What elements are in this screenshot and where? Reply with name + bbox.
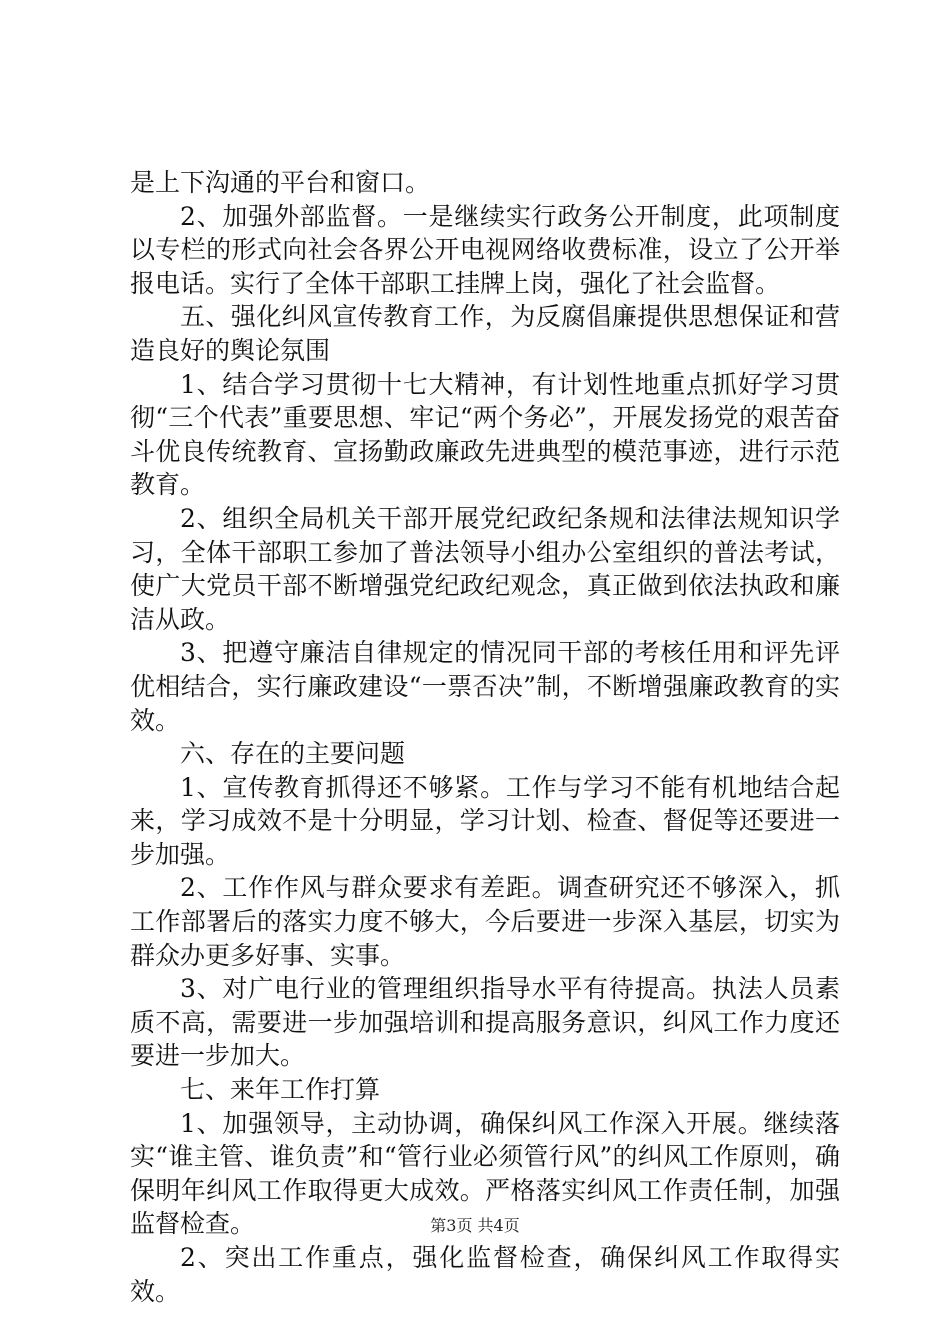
paragraph-one-vote-veto: 3、把遵守廉洁自律规定的情况同干部的考核任用和评先评优相结合，实行廉政建设“一票否决”制，不断增强廉政教育的实效。 (130, 638, 840, 735)
paragraph-discipline-learning: 2、组织全局机关干部开展党纪政纪条规和法律法规知识学习，全体干部职工参加了普法领导小组办公室组织的普法考试，使广大党员干部不断增强党纪政纪观念，真正做到依法执政和廉洁从政。 (130, 503, 840, 634)
document-body (130, 166, 840, 1308)
paragraph-external-supervision: 2、加强外部监督。一是继续实行政务公开制度，此项制度以专栏的形式向社会各界公开电视网络收费标准，设立了公开举报电话。实行了全体干部职工挂牌上岗，强化了社会监督。 (130, 201, 840, 298)
paragraph-problem-management: 3、对广电行业的管理组织指导水平有待提高。执法人员素质不高，需要进一步加强培训和提高服务意识，纠风工作力度还要进一步加大。 (130, 974, 840, 1071)
section-heading-seven: 七、来年工作打算 (180, 1075, 381, 1105)
paragraph-study-education: 1、结合学习贯彻十七大精神，有计划性地重点抓好学习贯彻“三个代表”重要思想、牢记“两个务必”，开展发扬党的艰苦奋斗优良传统教育、宣扬勤政廉政先进典型的模范事迹，进行示范教育。 (130, 369, 840, 500)
paragraph-problem-work-style: 2、工作作风与群众要求有差距。调查研究还不够深入，抓工作部署后的落实力度不够大，今后要进一步深入基层，切实为群众办更多好事、实事。 (130, 873, 840, 970)
section-heading-six: 六、存在的主要问题 (180, 739, 406, 769)
paragraph-plan-focus: 2、突出工作重点，强化监督检查，确保纠风工作取得实效。 (130, 1243, 840, 1306)
paragraph-continuation: 是上下沟通的平台和窗口。 (130, 168, 431, 197)
paragraph-problem-education: 1、宣传教育抓得还不够紧。工作与学习不能有机地结合起来，学习成效不是十分明显，学习计划、检查、督促等还要进一步加强。 (130, 772, 840, 869)
page-number-footer: 第3页 共4页 (430, 1216, 520, 1235)
paragraph-plan-leadership: 1、加强领导，主动协调，确保纠风工作深入开展。继续落实“谁主管、谁负责”和“管行业必须管行风”的纠风工作原则，确保明年纠风工作取得更大成效。严格落实纠风工作责任制，加强监督检查。 (130, 1108, 840, 1239)
section-heading-five: 五、强化纠风宣传教育工作，为反腐倡廉提供思想保证和营造良好的舆论氛围 (130, 302, 840, 365)
